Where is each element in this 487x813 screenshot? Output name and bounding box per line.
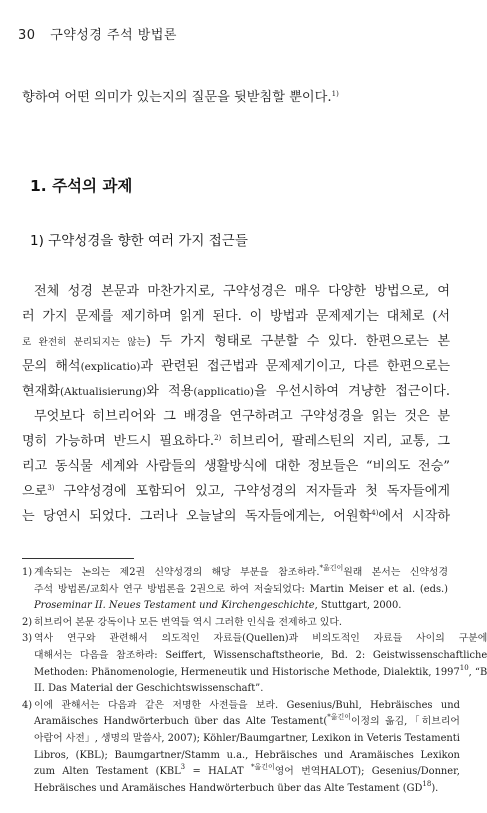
footnote-4: 4) 이에 관해서는 다음과 같은 저명한 사전들을 보라. Gesenius/Buhl, Hebräisches und Aramäisches Handwörterbuch über das Alte Testament($^{*옮긴이}$이정의 옮김,「히브리어 아람어 사전」, 생명의 말씀사, 2007); Köhler/Baumgartner, Lexikon in Veteris Testamenti Libros, (KBL); Baumgartner/Stamm u.a., Hebräisches und Aramäisches Lexikon zum Alten Testament ($KBL^3$ = HALAT $^{*옮긴이}$영어 번역HALOT); Gesenius/Donner, Hebräisches und Aramäisches Handwörterbuch über das Alte Testament (GD$^{18}$). (22, 699, 460, 794)
body-line: 현재화(Aktualisierung)와 적용(applicatio)을 우선시하여 겨냥한 접근이다. (22, 384, 450, 399)
footnote-1: 1) 계속되는 논의는 제2권 신약성경의 해당 부분을 참조하라.$^{*옮긴이}$원래 본서는 신약성경 주석 방법론/교회사 연구 방법론을 2권으로 하여 저술되었다: Martin Meiser et al. (eds.) Proseminar II. Neues Testament und Kirchengeschichte, Stuttgart, 2000. (22, 564, 448, 612)
body-text (22, 279, 450, 529)
footnotes (22, 564, 487, 797)
footnote-mark: 1) (331, 90, 339, 98)
running-head-title: 구약성경 주석 방법론 (50, 28, 177, 43)
body-line: 리고 동식물 세계와 사람들의 생활방식에 대한 정보들은 “비의도 전승” (22, 459, 450, 474)
body-line: 명히 가능하며 반드시 필요하다.$^{2)}$ 히브리어, 팔레스틴의 지리, 교통, 그 (22, 434, 450, 449)
opening-text: 향하여 어떤 의미가 있는지의 질문을 뒷받침할 뿐이다. (22, 90, 332, 105)
footnote-2: 2) 히브리어 본문 강독이나 모든 번역들 역시 그러한 인식을 전제하고 있다. (22, 616, 343, 628)
running-head (18, 24, 177, 43)
body-line: 전체 성경 본문과 마찬가지로, 구약성경은 매우 다양한 방법으로, 여 (34, 284, 450, 299)
section-heading: 1. 주석의 과제 (30, 177, 133, 195)
body-line: 으로$^{3)}$ 구약성경에 포함되어 있고, 구약성경의 저자들과 첫 독자들에게 (22, 484, 450, 499)
footnote-mark: 2) (214, 434, 222, 442)
body-line: 문의 해석(explicatio)과 관련된 접근법과 문제제기이고, 다른 한편으로는 (22, 359, 450, 374)
body-line: 는 당연시 되었다. 그러나 오늘날의 독자들에게는, 어원학$^{4)}$에서 시작하 (22, 509, 450, 524)
body-line: 러 가지 문제를 제기하며 읽게 된다. 이 방법과 문제제기는 대체로 (서 (22, 309, 450, 324)
footnote-mark: 3) (47, 484, 55, 492)
opening-paragraph (22, 88, 448, 108)
footnote-divider (22, 558, 134, 559)
body-line: 로 완전히 분리되지는 않는) 두 가지 형태로 구분할 수 있다. 한편으로는 본 (22, 334, 451, 349)
footnote-mark: 4) (371, 509, 379, 517)
footnote-3: 3) 역사 연구와 관련해서 의도적인 자료들(Quellen)과 비의도적인 자료들 사이의 구분에 대해서는 다음을 참조하라: Seiffert, Wissenschaftstheorie, Bd. 2: Geistwissenschaftliche Methoden: Phänomenologie, Hermeneutik und Historische Methode, Dialektik, 1997$^{10}$, “B II. Das Material der Geschichtswissenschaft”. (22, 633, 487, 695)
subsection-heading: 1) 구약성경을 향한 여러 가지 접근들 (30, 233, 248, 249)
body-line: 무엇보다 히브리어와 그 배경을 연구하려고 구약성경을 읽는 것은 분 (34, 409, 450, 424)
page-number: 30 (18, 28, 36, 43)
